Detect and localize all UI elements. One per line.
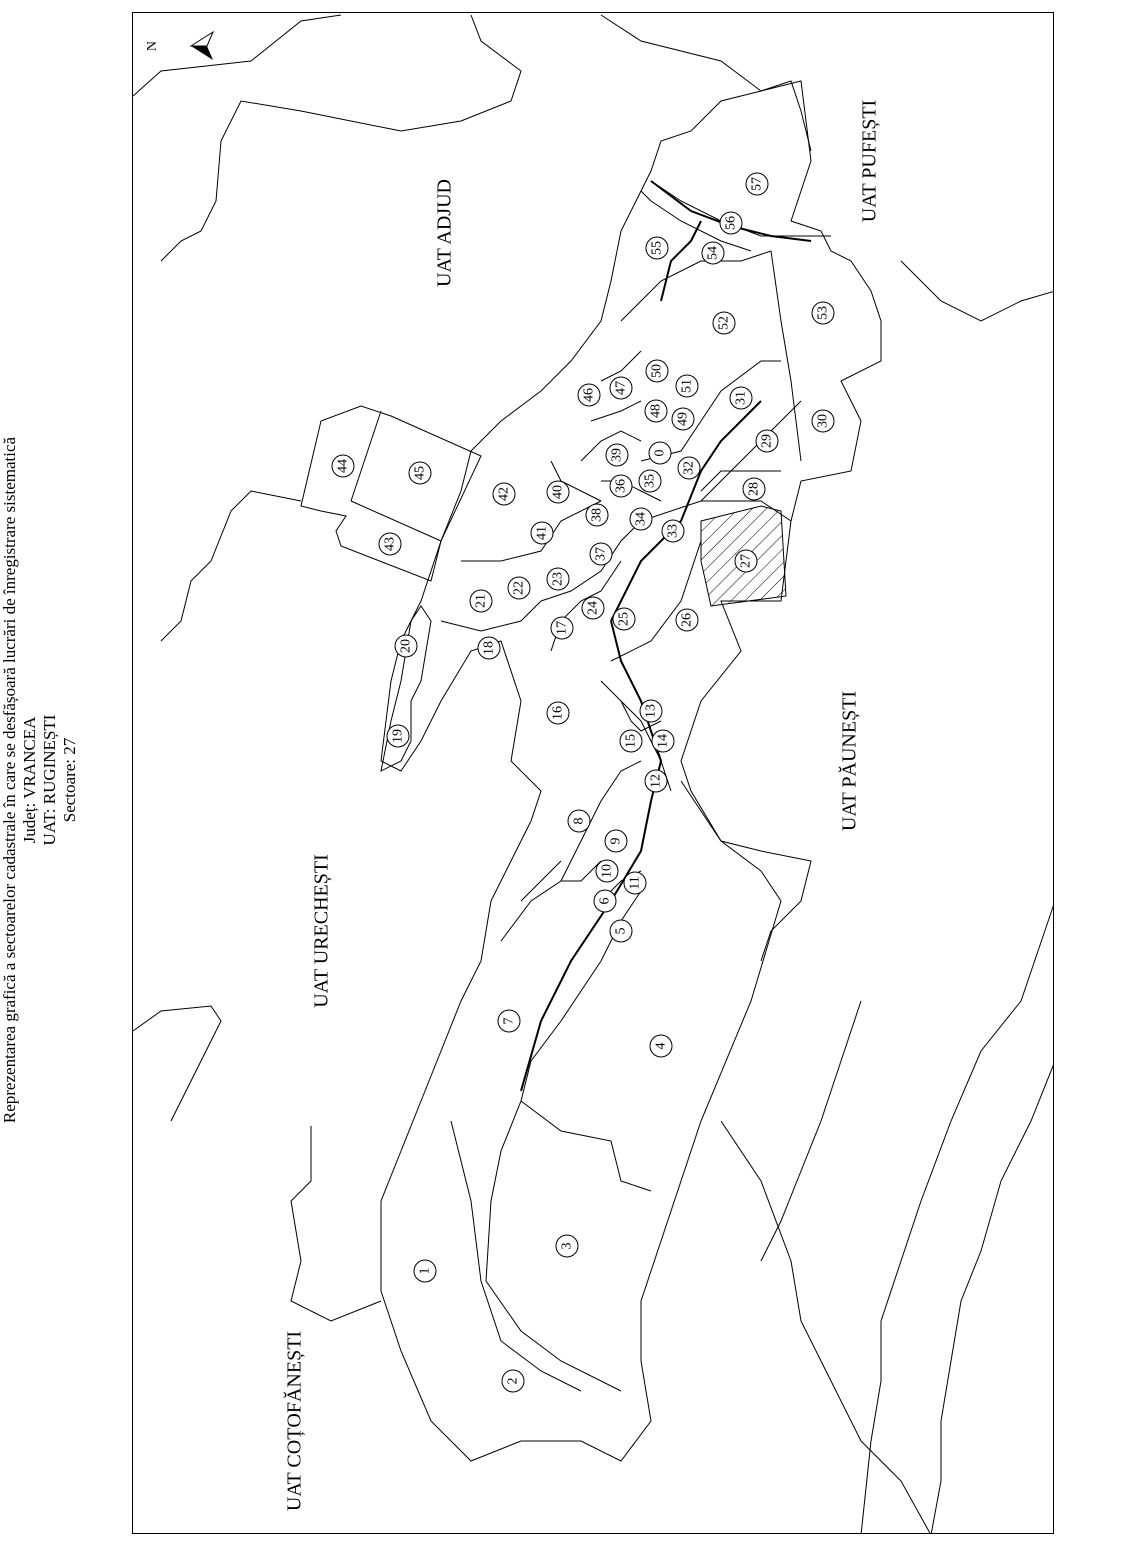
sector-marker-0 [649, 442, 671, 464]
sector-marker-32 [678, 457, 700, 479]
sector-marker-14 [652, 730, 674, 752]
sector-number: 49 [675, 412, 691, 426]
sector-marker-19 [387, 725, 409, 747]
sector-number: 44 [335, 459, 351, 473]
sectors-count-label: Sectoare: 27 [60, 737, 79, 823]
sector-marker-26 [676, 609, 698, 631]
sector-marker-34 [630, 508, 652, 530]
sector-number: 50 [649, 364, 665, 378]
sector-number: 4 [653, 1042, 669, 1050]
sector-number: 47 [613, 381, 629, 395]
sector-marker-1 [414, 1260, 436, 1282]
sector-number: 2 [505, 1377, 521, 1385]
sector-marker-5 [610, 920, 632, 942]
boundary-adjud-urechesti [161, 491, 301, 641]
sector-marker-29 [756, 430, 778, 452]
uat-adjud-label: UAT ADJUD [433, 179, 456, 287]
sector-number: 51 [679, 379, 695, 393]
sector-marker-21 [470, 590, 492, 612]
sector-marker-52 [713, 312, 735, 334]
boundary-paunesti-east [681, 781, 811, 961]
sector-number: 35 [642, 474, 658, 488]
sector-marker-47 [610, 377, 632, 399]
title-inner [0, 130, 100, 1430]
sector-marker-3 [556, 1235, 578, 1257]
sector-number: 14 [655, 734, 671, 748]
sector-marker-28 [743, 478, 765, 500]
sector-number: 45 [412, 466, 428, 480]
sector-marker-45 [409, 462, 431, 484]
sector-number: 3 [559, 1242, 575, 1250]
sector-marker-23 [547, 568, 569, 590]
sector-number: 39 [609, 448, 625, 462]
sector-marker-54 [702, 242, 724, 264]
sector-marker-44 [332, 455, 354, 477]
north-arrow-icon [191, 32, 213, 60]
sector-marker-42 [493, 483, 515, 505]
sector-marker-7 [498, 1010, 520, 1032]
sector-markers [332, 173, 834, 1392]
sector-number: 43 [382, 537, 398, 551]
sector-marker-49 [672, 408, 694, 430]
sector-number: 20 [398, 639, 414, 653]
sector-marker-15 [620, 730, 642, 752]
boundary-top-left [133, 15, 341, 96]
sector-number: 15 [623, 734, 639, 748]
sector-number: 37 [593, 547, 609, 561]
sector-number: 19 [390, 729, 406, 743]
sector-marker-43 [379, 533, 401, 555]
uat-cotofanesti-label: UAT COȚOFĂNEȘTI [283, 1330, 306, 1512]
sector-marker-56 [720, 212, 742, 234]
sector-number: 26 [679, 613, 695, 627]
sector-number: 52 [716, 316, 732, 330]
compass-label: N [145, 40, 161, 52]
sector-marker-46 [578, 384, 600, 406]
sector-marker-48 [645, 400, 667, 422]
sector-marker-8 [568, 810, 590, 832]
sector-boundaries [301, 81, 881, 1461]
river-east [861, 901, 1054, 1534]
sector-marker-27 [735, 550, 757, 572]
sector-number: 11 [627, 876, 643, 890]
sector-number: 7 [501, 1017, 517, 1025]
territory-outline [381, 81, 881, 1461]
sector-marker-37 [590, 543, 612, 565]
map-canvas [133, 13, 1054, 1534]
sector-marker-22 [508, 577, 530, 599]
sector-number: 16 [550, 706, 566, 720]
uat-pufesti-label: UAT PUFEȘTI [858, 99, 881, 223]
sector-number: 25 [616, 612, 632, 626]
sector-number: 9 [608, 837, 624, 845]
sector-marker-30 [812, 410, 834, 432]
boundary-south-east [721, 1121, 931, 1534]
sector-marker-16 [547, 702, 569, 724]
uat-urechesti-label: UAT URECHEȘTI [310, 854, 333, 1008]
boundary-pufesti [901, 261, 1054, 321]
boundary-adjud-north [161, 15, 521, 261]
sector-number: 23 [550, 572, 566, 586]
sector-number: 38 [589, 508, 605, 522]
sector-number: 1 [417, 1267, 433, 1275]
sector-marker-53 [812, 302, 834, 324]
sector-number: 55 [649, 241, 665, 255]
sector-marker-41 [531, 522, 553, 544]
sector-number: 21 [473, 594, 489, 608]
sector-marker-31 [730, 387, 752, 409]
sector-number: 36 [613, 479, 629, 493]
boundary-cotofanesti [291, 1126, 381, 1321]
sector-number: 22 [511, 581, 527, 595]
sector-marker-11 [624, 872, 646, 894]
map-frame [132, 12, 1054, 1534]
sector-marker-33 [662, 520, 684, 542]
sector-marker-4 [650, 1035, 672, 1057]
sector-marker-36 [610, 475, 632, 497]
sector-number: 10 [599, 864, 615, 878]
sector-number: 6 [597, 897, 613, 905]
sector-number: 54 [705, 246, 721, 260]
sector-number: 17 [554, 621, 570, 635]
sector-number: 12 [648, 774, 664, 788]
sector-number: 46 [581, 388, 597, 402]
sector-number: 53 [815, 306, 831, 320]
sector-number: 28 [746, 482, 762, 496]
sector-marker-6 [594, 890, 616, 912]
county-label: Județ: VRANCEA [20, 716, 39, 844]
sector-number: 34 [633, 512, 649, 526]
sector-marker-2 [502, 1370, 524, 1392]
sector-number: 18 [481, 641, 497, 655]
sector-marker-50 [646, 360, 668, 382]
sector-number: 0 [652, 449, 668, 457]
sector-number: 8 [571, 817, 587, 825]
neighbor-boundaries [133, 15, 1054, 1534]
sector-number: 27 [738, 554, 754, 568]
sector-marker-25 [613, 608, 635, 630]
sector-marker-39 [606, 444, 628, 466]
sector-number: 41 [534, 526, 550, 540]
uat-label: UAT: RUGINEȘTI [40, 714, 59, 846]
sector-marker-51 [676, 375, 698, 397]
sector-marker-17 [551, 617, 573, 639]
sector-number: 30 [815, 414, 831, 428]
sector-marker-12 [645, 770, 667, 792]
sector-number: 29 [759, 434, 775, 448]
river-east-2 [931, 1061, 1054, 1534]
sector-number: 32 [681, 461, 697, 475]
sector-number: 56 [723, 216, 739, 230]
boundary-top-right [601, 15, 811, 151]
sector-marker-40 [547, 481, 569, 503]
sector-marker-10 [596, 860, 618, 882]
sector-marker-55 [646, 237, 668, 259]
sector-number: 31 [733, 391, 749, 405]
sector-number: 40 [550, 485, 566, 499]
sector-marker-38 [586, 504, 608, 526]
uat-paunesti-label: UAT PĂUNEȘTI [838, 690, 861, 832]
sector-marker-13 [640, 700, 662, 722]
map-title: Reprezentarea grafică a sectoarelor cadastrale în care se desfășoară lucrări de înregistrare sistematică [0, 436, 19, 1124]
sector-marker-35 [639, 470, 661, 492]
sector-number: 5 [613, 927, 629, 935]
sector-number: 33 [665, 524, 681, 538]
sector-number: 24 [585, 601, 601, 615]
sector-marker-18 [478, 637, 500, 659]
sector-number: 48 [648, 404, 664, 418]
sector-marker-9 [605, 830, 627, 852]
sector-number: 42 [496, 487, 512, 501]
boundary-urechesti-west [133, 1006, 221, 1121]
sector-marker-20 [395, 635, 417, 657]
sector-number: 57 [749, 177, 765, 191]
sector-marker-57 [746, 173, 768, 195]
sector-marker-24 [582, 597, 604, 619]
sector-number: 13 [643, 704, 659, 718]
